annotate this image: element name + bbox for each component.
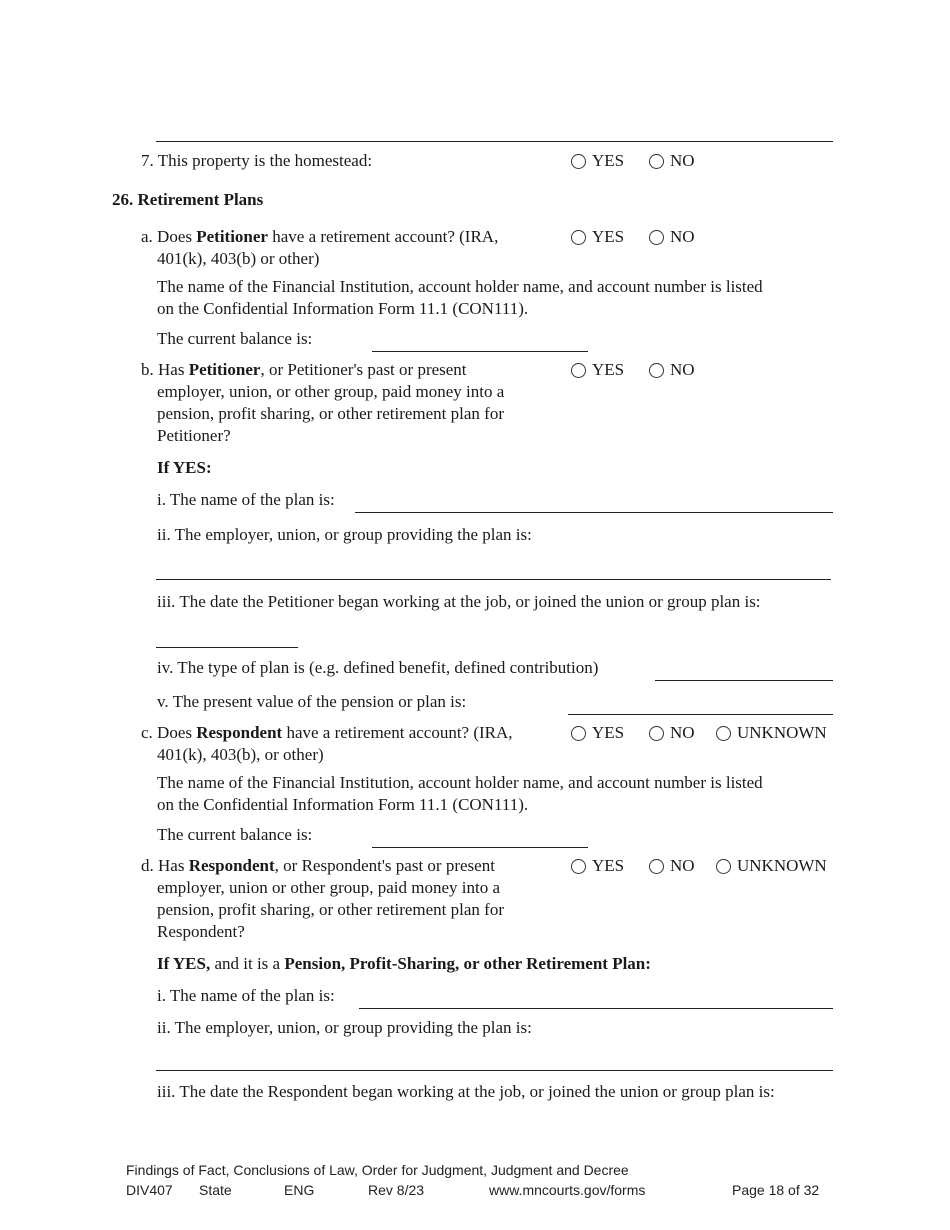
b-plan-name-label: i. The name of the plan is: <box>157 490 335 509</box>
a-info-line2: on the Confidential Information Form 11.1 (CON111). <box>157 299 529 318</box>
question-d-line2: employer, union or other group, paid money into a <box>157 878 501 897</box>
footer-rev: Rev 8/23 <box>368 1182 425 1198</box>
question-b-line3: pension, profit sharing, or other retirement plan for <box>157 404 504 423</box>
d-if-yes: If YES, and it is a Pension, Profit-Sharing, or other Retirement Plan: <box>157 954 651 973</box>
b-no-radio[interactable]: NO <box>649 359 695 381</box>
b-plan-type-label: iv. The type of plan is (e.g. defined benefit, defined contribution) <box>157 658 599 677</box>
question-d-line3: pension, profit sharing, or other retirement plan for <box>157 900 504 919</box>
radio-circle-icon <box>649 154 664 169</box>
radio-circle-icon <box>571 154 586 169</box>
b-employer-label: ii. The employer, union, or group providing the plan is: <box>157 525 532 544</box>
b-present-value-label: v. The present value of the pension or plan is: <box>157 692 467 711</box>
b-date-field[interactable] <box>156 647 298 648</box>
homestead-yes-radio[interactable]: YES <box>571 150 624 172</box>
radio-circle-icon <box>571 363 586 378</box>
c-yes-radio[interactable]: YES <box>571 722 624 744</box>
radio-circle-icon <box>716 859 731 874</box>
question-c: c. Does Respondent have a retirement account? (IRA, <box>141 723 513 742</box>
radio-circle-icon <box>571 230 586 245</box>
d-unknown-radio[interactable]: UNKNOWN <box>716 855 827 877</box>
a-balance-label: The current balance is: <box>157 329 313 348</box>
footer-url[interactable]: www.mncourts.gov/forms <box>489 1182 646 1198</box>
footer-state: State <box>199 1182 232 1198</box>
footer-form-id: DIV407 <box>126 1182 173 1198</box>
question-d: d. Has Respondent, or Respondent's past or present <box>141 856 495 875</box>
b-employer-field[interactable] <box>156 579 831 580</box>
radio-circle-icon <box>571 726 586 741</box>
c-no-radio[interactable]: NO <box>649 722 695 744</box>
radio-circle-icon <box>649 859 664 874</box>
question-a: a. Does Petitioner have a retirement account? (IRA, <box>141 227 499 246</box>
top-rule <box>156 141 833 142</box>
b-date-label: iii. The date the Petitioner began working at the job, or joined the union or group plan is: <box>157 592 761 611</box>
a-no-radio[interactable]: NO <box>649 226 695 248</box>
question-b-line4: Petitioner? <box>157 426 231 445</box>
d-date-label: iii. The date the Respondent began working at the job, or joined the union or group plan is: <box>157 1082 775 1101</box>
question-d-line4: Respondent? <box>157 922 245 941</box>
question-c-line2: 401(k), 403(b), or other) <box>157 745 324 764</box>
footer-page-number: Page 18 of 32 <box>732 1182 820 1198</box>
d-plan-name-label: i. The name of the plan is: <box>157 986 335 1005</box>
radio-circle-icon <box>649 363 664 378</box>
radio-circle-icon <box>716 726 731 741</box>
c-balance-label: The current balance is: <box>157 825 313 844</box>
d-employer-field[interactable] <box>156 1070 833 1071</box>
d-yes-radio[interactable]: YES <box>571 855 624 877</box>
question-a-line2: 401(k), 403(b) or other) <box>157 249 320 268</box>
d-no-radio[interactable]: NO <box>649 855 695 877</box>
a-yes-radio[interactable]: YES <box>571 226 624 248</box>
b-if-yes: If YES: <box>157 458 212 477</box>
radio-circle-icon <box>649 230 664 245</box>
d-plan-name-field[interactable] <box>359 1008 833 1009</box>
b-yes-radio[interactable]: YES <box>571 359 624 381</box>
b-plan-type-field[interactable] <box>655 680 833 681</box>
question-b-line2: employer, union, or other group, paid money into a <box>157 382 505 401</box>
section-title: 26. Retirement Plans <box>112 190 264 209</box>
radio-circle-icon <box>649 726 664 741</box>
a-info-line1: The name of the Financial Institution, account holder name, and account number is listed <box>157 277 763 296</box>
homestead-no-radio[interactable]: NO <box>649 150 695 172</box>
c-info-line2: on the Confidential Information Form 11.1 (CON111). <box>157 795 529 814</box>
radio-circle-icon <box>571 859 586 874</box>
question-b: b. Has Petitioner, or Petitioner's past or present <box>141 360 467 379</box>
b-plan-name-field[interactable] <box>355 512 833 513</box>
d-employer-label: ii. The employer, union, or group providing the plan is: <box>157 1018 532 1037</box>
c-unknown-radio[interactable]: UNKNOWN <box>716 722 827 744</box>
c-info-line1: The name of the Financial Institution, account holder name, and account number is listed <box>157 773 763 792</box>
footer-title: Findings of Fact, Conclusions of Law, Order for Judgment, Judgment and Decree <box>126 1162 629 1178</box>
homestead-label: 7. This property is the homestead: <box>141 151 373 170</box>
a-balance-field[interactable] <box>372 351 588 352</box>
b-present-value-field[interactable] <box>568 714 833 715</box>
footer-lang: ENG <box>284 1182 315 1198</box>
c-balance-field[interactable] <box>372 847 588 848</box>
